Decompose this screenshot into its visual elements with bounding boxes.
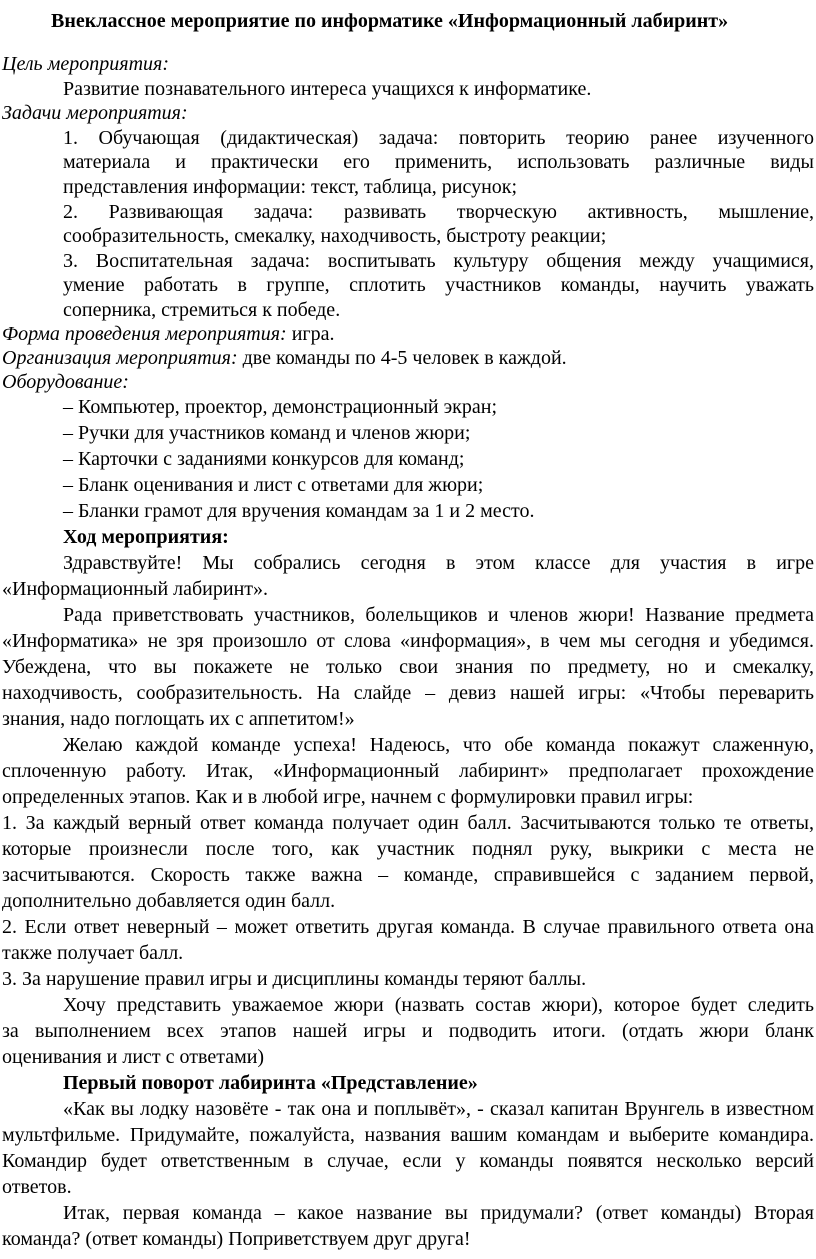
progress-line: Хочу представить уважаемое жюри (назвать состав жюри), которое будет следить (63, 994, 814, 1016)
organization-label: Организация мероприятия: (2, 347, 238, 369)
equipment-item: – Компьютер, проектор, демонстрационный экран; (63, 396, 498, 418)
organization-row (2, 346, 567, 371)
task-3-line-3: соперника, стремиться к победе. (63, 299, 341, 321)
progress-line: Рада приветствовать участников, болельщиков и членов жюри! Название предмета (63, 604, 814, 626)
progress-line: 3. За нарушение правил игры и дисциплины команды теряют баллы. (2, 968, 587, 990)
progress-line: оценивания и лист с ответами) (2, 1046, 265, 1068)
task-1-line-2: материала и практически его применить, использовать различные виды (63, 151, 814, 173)
progress-line: «Информатика» не зря произошло от слова «информация», в чем мы сегодня и убедимся. (2, 630, 814, 652)
task-2-line-1: 2. Развивающая задача: развивать творческую активность, мышление, (63, 201, 814, 223)
progress-line: Убеждена, что вы покажете не только свои знания по предмету, но и смекалку, (2, 656, 814, 678)
round1-line: «Как вы лодку назовёте - так она и поплывёт», - сказал капитан Врунгель в известном (63, 1098, 814, 1120)
progress-line: определенных этапов. Как и в любой игре, начнем с формулировки правил игры: (2, 786, 694, 808)
round1-line: Командир будет ответственным в случае, если у команды появятся несколько версий (2, 1150, 814, 1172)
progress-line: знания, надо поглощать их с аппетитом!» (2, 708, 355, 730)
round1-line: команда? (ответ команды) Поприветствуем друг друга! (2, 1228, 471, 1250)
progress-line: засчитываются. Скорость также важна – команде, справившейся с заданием первой, (2, 864, 814, 886)
progress-line: дополнительно добавляется один балл. (2, 890, 336, 912)
progress-line: находчивость, сообразительность. На слайде – девиз нашей игры: «Чтобы переварить (2, 682, 814, 704)
equipment-item: – Бланк оценивания и лист с ответами для жюри; (63, 474, 484, 496)
task-3-line-2: умение работать в группе, сплотить участников команды, научить уважать (63, 274, 814, 296)
progress-line: которые произнесли после того, как участник поднял руку, выкрики с места не (2, 838, 814, 860)
round1-line: ответов. (2, 1176, 72, 1198)
organization-value: две команды по 4-5 человек в каждой. (242, 347, 567, 369)
task-3-line-1: 3. Воспитательная задача: воспитывать культуру общения между учащимися, (63, 250, 814, 272)
equipment-item: – Бланки грамот для вручения командам за 1 и 2 место. (63, 500, 535, 522)
progress-line: «Информационный лабиринт». (2, 578, 269, 600)
tasks-label: Задачи мероприятия: (2, 102, 188, 124)
form-value: игра. (291, 323, 335, 345)
progress-line: также получает балл. (2, 942, 184, 964)
equipment-label: Оборудование: (2, 371, 129, 393)
task-1-line-3: представления информации: текст, таблица, рисунок; (63, 176, 518, 198)
form-label: Форма проведения мероприятия: (2, 323, 287, 345)
document-title: Внеклассное мероприятие по информатике «Информационный лабиринт» (51, 10, 729, 32)
round1-heading: Первый поворот лабиринта «Представление» (63, 1072, 478, 1094)
progress-line: 1. За каждый верный ответ команда получает один балл. Засчитываются только те ответы, (2, 812, 814, 834)
task-2-line-2: сообразительность, смекалку, находчивость, быстроту реакции; (63, 225, 607, 247)
goal-label: Цель мероприятия: (2, 53, 169, 75)
progress-line: сплоченную работу. Итак, «Информационный лабиринт» предполагает прохождение (2, 760, 814, 782)
progress-heading: Ход мероприятия: (63, 526, 229, 548)
progress-line: за выполнением всех этапов нашей игры и подводить итоги. (отдать жюри бланк (2, 1020, 814, 1042)
round1-line: Итак, первая команда – какое название вы придумали? (ответ команды) Вторая (63, 1202, 814, 1224)
progress-line: 2. Если ответ неверный – может ответить другая команда. В случае правильного ответа она (2, 916, 814, 938)
task-1-line-1: 1. Обучающая (дидактическая) задача: повторить теорию ранее изученного (63, 127, 814, 149)
goal-text: Развитие познавательного интереса учащихся к информатике. (63, 78, 592, 100)
progress-line: Желаю каждой команде успеха! Надеюсь, что обе команда покажут слаженную, (63, 734, 814, 756)
equipment-item: – Карточки с заданиями конкурсов для команд; (63, 448, 465, 470)
equipment-item: – Ручки для участников команд и членов жюри; (63, 422, 471, 444)
form-row (2, 322, 335, 347)
progress-line: Здравствуйте! Мы собрались сегодня в этом классе для участия в игре (63, 552, 814, 574)
round1-line: мультфильме. Придумайте, пожалуйста, названия вашим командам и выберите командира. (2, 1124, 814, 1146)
